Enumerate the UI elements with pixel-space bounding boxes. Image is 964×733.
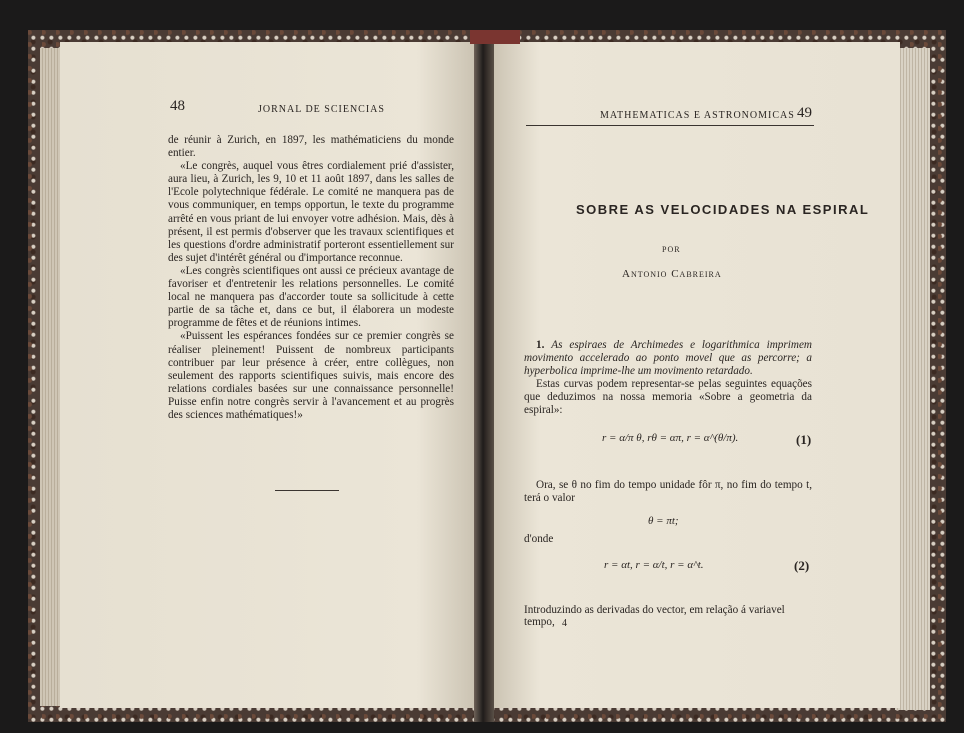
paragraph-3: Introduzindo as derivadas do vector, em relação á variavel tempo, — [524, 604, 785, 628]
spine-top — [470, 30, 520, 44]
article-title: SOBRE AS VELOCIDADES NA ESPIRAL — [576, 202, 870, 217]
section-intro — [524, 339, 812, 378]
left-body-text — [168, 134, 454, 422]
section-number: 1. — [536, 339, 545, 351]
paragraph: «Les congrès scientifiques ont aussi ce précieux avantage de favoriser et d'entretenir les relations personnelles. Le comité local ne manquera pas d'accorder toute sa sollicitude à cette partie de sa tâche et, dans ce but, il élaborera un modeste programme de fêtes et de réunions intimes. — [168, 264, 454, 330]
book-gutter — [474, 30, 494, 722]
equation-1: r = α/π θ, rθ = απ, r = α^(θ/π). — [602, 432, 739, 444]
paragraph-2 — [524, 479, 812, 505]
paragraph: de réunir à Zurich, en 1897, les mathématiciens du monde entier. — [168, 134, 454, 160]
left-page-edges — [40, 48, 62, 706]
author-name: Antonio Cabreira — [622, 268, 722, 280]
paragraph: «Puissent les espérances fondées sur ce premier congrès se réaliser pleinement! Puissent de nombreux participants contribuer par leur présence à créer, entre collègues, non seulement des rapports scientifiques suivis, mais encore des relations cordiales basées sur une connaissance personnelle! Puisse enfin notre congrès servir à l'avancement et au progrès des sciences mathématiques!» — [168, 330, 454, 421]
running-head: JORNAL DE SCIENCIAS — [258, 104, 385, 115]
left-page — [60, 42, 480, 708]
page-number: 48 — [170, 98, 185, 114]
by-label: POR — [662, 245, 681, 254]
paragraph: Ora, se θ no fim do tempo unidade fôr π, no fim do tempo t, terá o valor — [524, 479, 812, 505]
equation-1-number: (1) — [796, 432, 812, 447]
donde-text: d'onde — [524, 533, 554, 545]
right-page — [490, 42, 900, 708]
equation-2-number: (2) — [794, 558, 810, 573]
page-number: 49 — [797, 105, 812, 121]
paragraph: Estas curvas podem representar-se pelas seguintes equações que deduzimos na nossa memoria «Sobre a geometria da espiral»: — [524, 378, 812, 417]
equation-2: r = αt, r = α/t, r = α^t. — [604, 559, 704, 571]
right-body-text — [524, 339, 812, 418]
signature-mark: 4 — [562, 618, 567, 629]
equation-theta: θ = πt; — [648, 515, 679, 527]
right-page-edges — [895, 48, 930, 710]
section-intro-text: As espiraes de Archimedes e logarithmica imprimem movimento accelerado ao ponto movel que as percorre; a hyperbolica imprime-lhe um movimento retardado. — [524, 339, 812, 378]
paragraph: «Le congrès, auquel vous êtres cordialement prié d'assister, aura lieu, à Zurich, les 9, 10 et 11 août 1897, dans les salles de l'Ecole polytechnique fédérale. Le comité ne manquera pas de vous communiquer, en temps opportun, le texte du programme arrêté en vous priant de lui envoyer votre adhésion. Mais, dès à présent, il est permis d'observer que les travaux scientifiques et les questions d'ordre administratif porteront essentiellement sur des sujet d'intérêt général ou d'importance reconnue. — [168, 160, 454, 264]
closing-rule — [275, 490, 339, 491]
header-rule — [526, 125, 814, 126]
running-head: MATHEMATICAS E ASTRONOMICAS — [600, 110, 795, 121]
